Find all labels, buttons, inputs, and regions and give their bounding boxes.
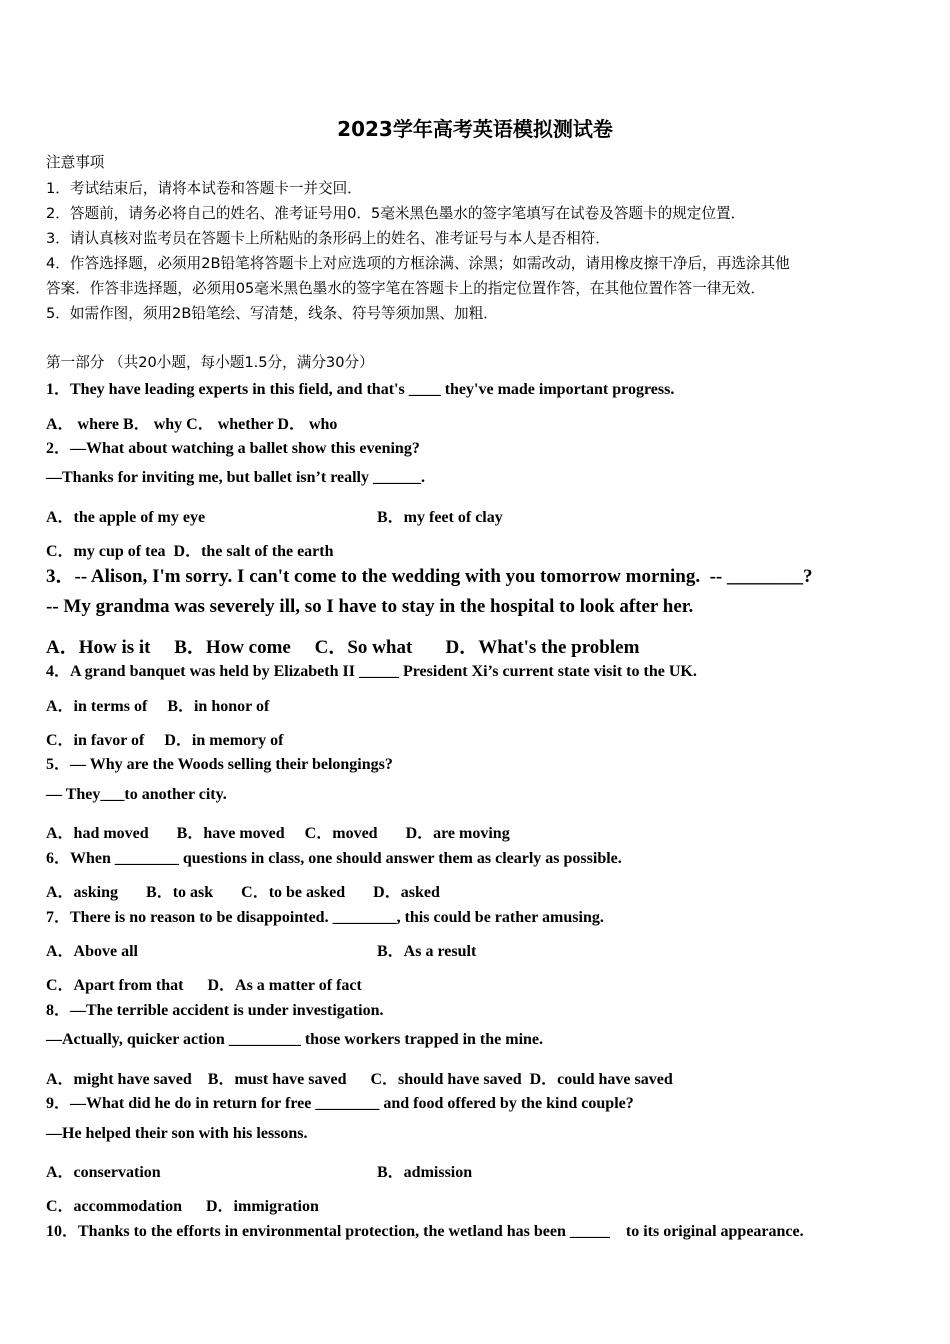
q9-reply: —He helped their son with his lessons. (46, 1125, 308, 1142)
q3-stem: 3．-- Alison, I'm sorry. I can't come to the wedding with you tomorrow morning. -- ________? (46, 566, 813, 587)
q8-reply: —Actually, quicker action _________ those workers trapped in the mine. (46, 1031, 544, 1048)
q4-options-cd: C．in favor of D．in memory of (46, 732, 284, 749)
section-heading: 第一部分 （共20小题，每小题1.5分，满分30分） (46, 354, 374, 371)
page-title: 2023学年高考英语模拟测试卷 (337, 117, 613, 141)
q4-options-ab: A．in terms of B．in honor of (46, 698, 270, 715)
q1-options: A． where B． why C． whether D． who (46, 416, 338, 433)
q6-stem: 6．When ________ questions in class, one should answer them as clearly as possible. (46, 850, 622, 867)
q8-stem: 8．—The terrible accident is under investigation. (46, 1002, 384, 1019)
notice-item-1: 1．考试结束后，请将本试卷和答题卡一并交回． (46, 180, 362, 197)
q3-reply: -- My grandma was severely ill, so I have to stay in the hospital to look after her. (46, 596, 694, 617)
q3-options: A．How is it B．How come C．So what D．What's the problem (46, 637, 640, 658)
q9-options-cd: C．accommodation D．immigration (46, 1198, 319, 1215)
q2-option-b: B．my feet of clay (377, 509, 503, 526)
notice-heading: 注意事项 (46, 154, 105, 171)
q5-stem: 5．— Why are the Woods selling their belongings? (46, 756, 393, 773)
q7-option-b: B．As a result (377, 943, 477, 960)
q1-stem: 1．They have leading experts in this field, and that's ____ they've made important progress. (46, 381, 675, 398)
notice-item-4-cont: 答案．作答非选择题，必须用05毫米黑色墨水的签字笔在答题卡上的指定位置作答，在其他位置作答一律无效． (46, 280, 766, 297)
q5-options: A．had moved B．have moved C．moved D．are moving (46, 825, 510, 842)
q2-reply: —Thanks for inviting me, but ballet isn’t really ______. (46, 469, 425, 486)
q2-stem: 2．—What about watching a ballet show this evening? (46, 440, 420, 457)
q2-options-cd: C．my cup of tea D．the salt of the earth (46, 543, 334, 560)
notice-item-5: 5．如需作图，须用2B铅笔绘、写清楚，线条、符号等须加黑、加粗． (46, 305, 498, 322)
q9-stem: 9．—What did he do in return for free ________ and food offered by the kind couple? (46, 1095, 634, 1112)
notice-item-4: 4．作答选择题，必须用2B铅笔将答题卡上对应选项的方框涂满、涂黑；如需改动，请用橡皮擦干净后，再选涂其他 (46, 255, 790, 272)
q9-option-b: B．admission (377, 1164, 473, 1181)
q8-options: A．might have saved B．must have saved C．should have saved D．could have saved (46, 1071, 673, 1088)
q9-option-a: A．conservation (46, 1164, 161, 1181)
q7-options-cd: C．Apart from that D．As a matter of fact (46, 977, 362, 994)
notice-item-3: 3．请认真核对监考员在答题卡上所粘贴的条形码上的姓名、准考证号与本人是否相符． (46, 230, 610, 247)
q7-stem: 7．There is no reason to be disappointed. ________, this could be rather amusing. (46, 909, 604, 926)
q5-reply: — They___to another city. (46, 786, 227, 803)
q10-stem: 10．Thanks to the efforts in environmental protection, the wetland has been _____ to its original appearance. (46, 1223, 804, 1240)
q6-options: A．asking B．to ask C．to be asked D．asked (46, 884, 440, 901)
q4-stem: 4．A grand banquet was held by Elizabeth II _____ President Xi’s current state visit to the UK. (46, 663, 697, 680)
q7-option-a: A．Above all (46, 943, 139, 960)
q2-option-a: A．the apple of my eye (46, 509, 206, 526)
notice-item-2: 2．答题前，请务必将自己的姓名、准考证号用0．5毫米黑色墨水的签字笔填写在试卷及答题卡的规定位置． (46, 205, 746, 222)
